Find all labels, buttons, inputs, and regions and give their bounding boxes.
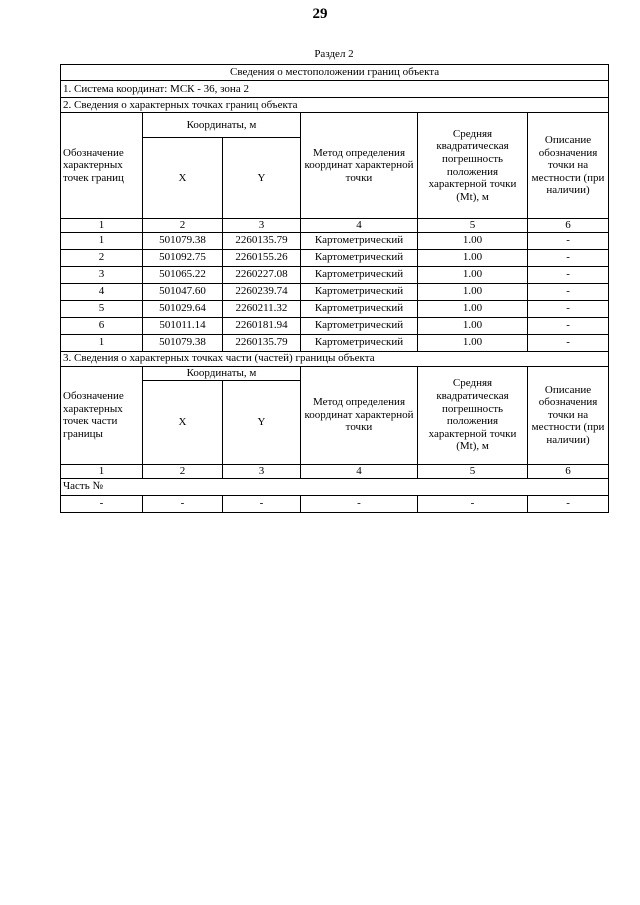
col-x-header: X xyxy=(143,138,223,219)
coord-y: 2260211.32 xyxy=(223,300,301,317)
empty-cell: - xyxy=(528,495,609,512)
method: Картометрический xyxy=(301,232,418,249)
description: - xyxy=(528,249,609,266)
col-desc-header: Описание обозначения точки на местности (при наличии) xyxy=(528,113,609,219)
col-method-header: Метод определения координат характерной точки xyxy=(301,366,418,464)
error: 1.00 xyxy=(418,266,528,283)
col-number: 5 xyxy=(418,464,528,478)
coord-y: 2260239.74 xyxy=(223,283,301,300)
col-error-header: Средняя квадратическая погрешность положения характерной точки (Mt), м xyxy=(418,113,528,219)
method: Картометрический xyxy=(301,249,418,266)
coord-x: 501079.38 xyxy=(143,232,223,249)
error: 1.00 xyxy=(418,283,528,300)
point-id: 6 xyxy=(61,317,143,334)
point-id: 4 xyxy=(61,283,143,300)
empty-cell: - xyxy=(418,495,528,512)
description: - xyxy=(528,283,609,300)
col-y-header: Y xyxy=(223,138,301,219)
description: - xyxy=(528,300,609,317)
description: - xyxy=(528,266,609,283)
table-row xyxy=(61,495,609,512)
table-row xyxy=(61,317,609,334)
col-number: 4 xyxy=(301,464,418,478)
table-row xyxy=(61,232,609,249)
col-number: 2 xyxy=(143,464,223,478)
coord-y: 2260155.26 xyxy=(223,249,301,266)
method: Картометрический xyxy=(301,317,418,334)
coord-y: 2260181.94 xyxy=(223,317,301,334)
description: - xyxy=(528,334,609,351)
col-number: 1 xyxy=(61,219,143,233)
col-number: 4 xyxy=(301,219,418,233)
coord-x: 501011.14 xyxy=(143,317,223,334)
section1-heading: 2. Сведения о характерных точках границ объекта xyxy=(61,98,609,113)
table-title: Сведения о местоположении границ объекта xyxy=(61,65,609,81)
description: - xyxy=(528,232,609,249)
point-id: 1 xyxy=(61,334,143,351)
coord-x: 501079.38 xyxy=(143,334,223,351)
col-coords-header: Координаты, м xyxy=(143,366,301,380)
coord-y: 2260135.79 xyxy=(223,232,301,249)
empty-cell: - xyxy=(61,495,143,512)
description: - xyxy=(528,317,609,334)
table-row xyxy=(61,249,609,266)
col-method-header: Метод определения координат характерной точки xyxy=(301,113,418,219)
col-point-header: Обозначение характерных точек границ xyxy=(61,113,143,219)
method: Картометрический xyxy=(301,266,418,283)
page-number: 29 xyxy=(312,6,328,22)
coord-x: 501029.64 xyxy=(143,300,223,317)
point-id: 3 xyxy=(61,266,143,283)
table-row xyxy=(61,334,609,351)
error: 1.00 xyxy=(418,334,528,351)
col-y-header: Y xyxy=(223,380,301,464)
section-title: Раздел 2 xyxy=(314,48,354,60)
coord-x: 501092.75 xyxy=(143,249,223,266)
col-number: 2 xyxy=(143,219,223,233)
method: Картометрический xyxy=(301,300,418,317)
col-desc-header: Описание обозначения точки на местности (при наличии) xyxy=(528,366,609,464)
error: 1.00 xyxy=(418,300,528,317)
table-row xyxy=(61,300,609,317)
coord-y: 2260135.79 xyxy=(223,334,301,351)
table-row xyxy=(61,283,609,300)
coord-y: 2260227.08 xyxy=(223,266,301,283)
method: Картометрический xyxy=(301,283,418,300)
part-label: Часть № xyxy=(61,478,609,495)
empty-cell: - xyxy=(301,495,418,512)
empty-cell: - xyxy=(143,495,223,512)
error: 1.00 xyxy=(418,317,528,334)
col-coords-header: Координаты, м xyxy=(143,113,301,138)
method: Картометрический xyxy=(301,334,418,351)
col-x-header: X xyxy=(143,380,223,464)
section2-heading: 3. Сведения о характерных точках части (частей) границы объекта xyxy=(61,351,609,366)
coord-x: 501065.22 xyxy=(143,266,223,283)
col-number: 3 xyxy=(223,464,301,478)
col-number: 6 xyxy=(528,464,609,478)
table-row xyxy=(61,266,609,283)
error: 1.00 xyxy=(418,249,528,266)
empty-cell: - xyxy=(223,495,301,512)
point-id: 2 xyxy=(61,249,143,266)
point-id: 1 xyxy=(61,232,143,249)
col-number: 1 xyxy=(61,464,143,478)
boundary-table xyxy=(60,64,609,513)
error: 1.00 xyxy=(418,232,528,249)
col-number: 6 xyxy=(528,219,609,233)
point-id: 5 xyxy=(61,300,143,317)
coord-system: 1. Система координат: МСК - 36, зона 2 xyxy=(61,81,609,98)
coord-x: 501047.60 xyxy=(143,283,223,300)
col-number: 3 xyxy=(223,219,301,233)
col-error-header: Средняя квадратическая погрешность положения характерной точки (Mt), м xyxy=(418,366,528,464)
col-point-header: Обозначение характерных точек части границы xyxy=(61,366,143,464)
col-number: 5 xyxy=(418,219,528,233)
